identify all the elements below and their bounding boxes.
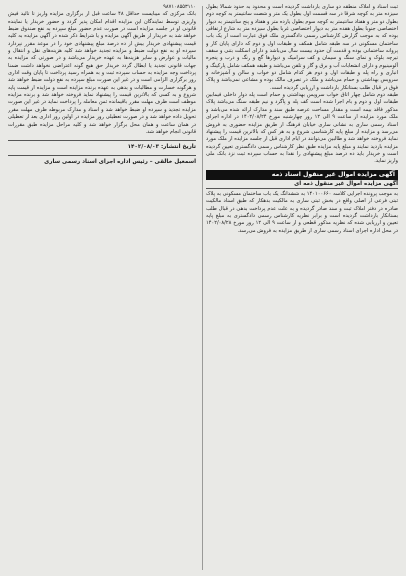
publish-date: تاریخ انتشار: ۱۴۰۲/۰۸/۰۳ — [8, 140, 196, 151]
right-column — [206, 4, 398, 572]
left-column — [8, 4, 196, 572]
column-divider — [202, 6, 203, 570]
box-subtitle: آگهی مزایده اموال غیر منقول ذمه ای — [206, 180, 398, 189]
middle-paragraph: طبقه دوم شامل چهار اتاق خواب سرویس بهداشتی و حمام است پله دوار داخلی فیمابین طبقات اول و دوم و بام اجرا شده است کف پله و پاگرد و نیم طبقه سنگ می‌باشد پلاک مذکور فاقد بیمه است و مقدار مساحت عرصه طبق سند و مدارک ارائه شده می‌باشد و ملک مورد مزایده از ساعت ۹ الی ۱۲ روز چهارشنبه مورخ ۱۴۰۲/۰۸/۲۴ در اداره اجرای اسناد رسمی ساری به نشانی ساری خیابان فرهنگ از طریق مزایده حضوری به فروش می‌رسد و مزایده از مبلغ پایه کارشناسی شروع و به هر کس که بالاترین قیمت را پیشنهاد نماید فروخته خواهد شد و طالبین می‌توانند در ایام اداری قبل از جلسه مزایده از ملک مورد مزایده بازدید نمایند و مبلغ پایه مزایده طبق نظر کارشناس رسمی دادگستری تعیین گردیده است و خریدار باید ده درصد مبلغ پیشنهادی را نقدا به حساب سپرده ثبت نزد بانک ملی واریز نماید. — [206, 92, 398, 165]
signature: اسمعیل خالقی – رئیس اداره اجرای اسناد رسمی ساری — [8, 155, 196, 166]
top-number: ۹۸۷۱۰۸۵۵۳۱۱۰ — [163, 4, 196, 10]
left-paragraph: بانک مرکزی که میبایست حداقل ۴۸ ساعت قبل از برگزاری مزایده واریز تا تائید فیش واریزی توسط نمایندگان این مزایده اقدام امکان پذیر گردد و حضور خریدار یا نماینده قانونی او در جلسه مزایده است در صورت عدم حضور مبلغ سپرده به نفع صندوق ضبط خواهد شد به خریدار از طریق آگهی مزایده و یا شرایط ذکر شده در آگهی مزایده به کلیه قیمت پیشنهادی خریدار بیش از ده درصد مبلغ پیشنهادی خود را در موعد مقرر نپردازد سپرده او به نفع دولت ضبط و مزایده تجدید خواهد شد کلیه هزینه‌های نقل و انتقال و مالیات و عوارض و سایر هزینه‌ها به عهده خریدار می‌باشد و در صورتی که مزایده به جهات قانونی تجدید یا ابطال گردد خریدار حق هیچ گونه اعتراضی نخواهد داشت ضمنا پرداخت وجه مزایده به حساب سپرده ثبت و به همراه رسید پرداخت تا پایان وقت اداری روز برگزاری الزامی است و در غیر این صورت مبلغ سپرده به نفع دولت ضبط خواهد شد و هرگونه خسارت و مطالبات و بدهی به عهده برنده مزایده است و مزایده از قیمت پایه شروع و به کسی که بالاترین قیمت را پیشنهاد نماید فروخته خواهد شد و برنده مزایده موظف است ظرف مهلت مقرر باقیمانده ثمن معامله را پرداخت نماید در غیر این صورت مزایده تجدید و سپرده او ضبط خواهد شد و اسناد و مدارک مربوطه ظرف مهلت مقرر تحویل داده خواهد شد و در صورت تعطیلی روز مزایده در اولین روز اداری بعد از تعطیلی در همان ساعت و همان محل برگزار خواهد شد و کلیه مراحل مزایده طبق مقررات قانونی انجام خواهد شد. — [8, 11, 196, 135]
upper-paragraph: ثبت اسناد و املاک منطقه دو ساری بازداشت گردیده است و محدود به حدود شمالا بطول سیزده متر به کوچه شرقا در سه قسمت اول بطول یک متر و شصت سانتیمتر به کوچه دوم بطول دو متر و هفتاد سانتیمتر به کوچه سوم بطول یازده متر و هفتاد و پنج سانتیمتر به دیوار اختصاصی جنوبا بطول هفده متر به دیوار اختصاصی غربا بطول سیزده متر به شارع ارتفاقی بوده که به موجب گزارش کارشناس رسمی دادگستری ملک فوق عبارت است از یک باب ساختمان مسکونی در سه طبقه شامل همکف و طبقات اول و دوم که دارای پایان کار و پروانه ساختمانی بوده و قدمت آن حدود بیست سال می‌باشد و دارای اسکلت بتنی و سقف تیرچه بلوک و نمای سنگ و سیمان و کف سرامیک و دیوارها گچ و رنگ و درب و پنجره آلومینیوم و دارای انشعابات آب و برق و گاز و تلفن می‌باشد و طبقه همکف شامل پارکینگ و انباری و راه پله و طبقات اول و دوم هر کدام شامل دو خواب و سالن و آشپزخانه و سرویس بهداشتی و حمام می‌باشد و ملک در تصرف مالک بوده و مشاعی نمی‌باشد و پلاک فوق در قبال طلب بستانکار بازداشت و ارزیابی گردیده است. — [206, 4, 398, 91]
box-paragraph: به موجب پرونده اجرایی کلاسه ۱۴۰۱۰۰۶۶۰ به ششدانگ یک باب ساختمان مسکونی به پلاک ثبتی فرعی از اصلی واقع در بخش ثبتی ساری به مالکیت بدهکار که طبق اسناد مالکیت صادره در دفتر املاک ثبت و سند صادر گردیده و به علت عدم پرداخت بدهی در قبال طلب بستانکار بازداشت گردیده است و برابر نظریه کارشناس رسمی دادگستری به مبلغ پایه تعیین و ارزیابی شده که نظریه مذکور قطعی و از ساعت ۹ الی ۱۲ روز مورخ ۱۴۰۲/۰۸/۲۸ در محل اداره اجرای اسناد رسمی ساری از طریق مزایده به فروش می‌رسد. — [206, 191, 398, 234]
box-title: آگهی مزایده اموال غیر منقول اسناد ذمه — [206, 170, 398, 181]
